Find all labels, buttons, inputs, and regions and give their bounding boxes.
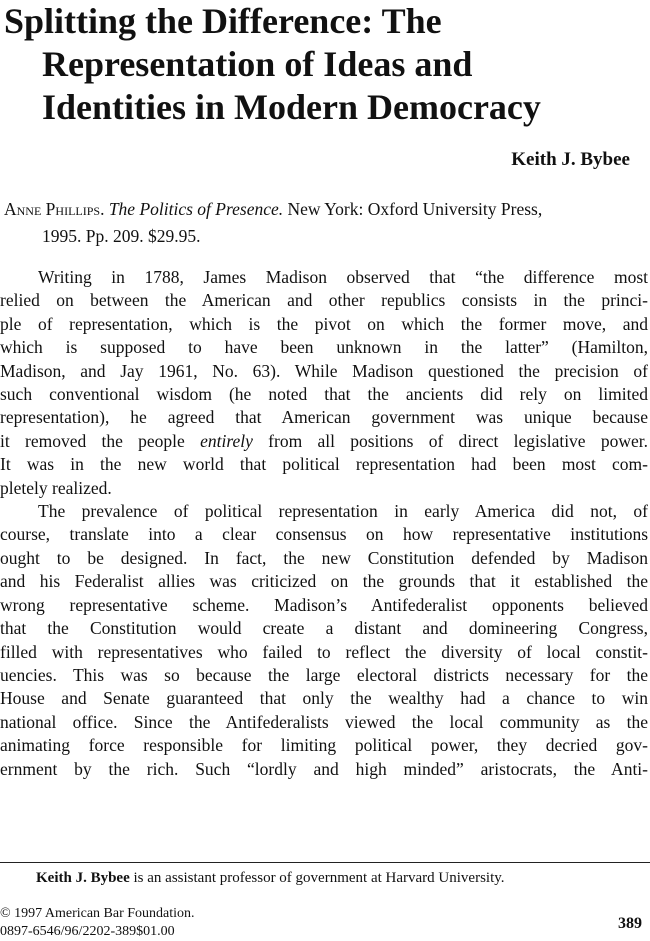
reviewed-author: Anne Phillips. [4, 199, 105, 219]
issn-line: 0897-6546/96/2202-389$01.00 [0, 924, 175, 939]
body-line: which is supposed to have been unknown in the latter” (Hamilton, [0, 337, 648, 358]
body-line: Writing in 1788, James Madison observed that “the difference most [38, 267, 648, 287]
page-number: 389 [618, 915, 642, 932]
body-line: uencies. This was so because the large electoral districts necessary for the [0, 664, 648, 685]
body-line: ought to be designed. In fact, the new Constitution defended by Madison [0, 547, 648, 568]
footnote-divider [0, 862, 650, 863]
title-line-1: Splitting the Difference: The [4, 1, 442, 41]
copyright-block [0, 905, 195, 941]
copyright-line: © 1997 American Bar Foundation. [0, 906, 195, 921]
body-line: It was in the new world that political representation had been most com- [0, 454, 648, 475]
paragraph-2 [0, 500, 648, 781]
body-line: House and Senate guaranteed that only the wealthy had a chance to win [0, 688, 648, 709]
emphasis-text: entirely [200, 430, 253, 451]
article-author: Keith J. Bybee [511, 149, 630, 170]
body-line: national office. Since the Antifederalists viewed the local community as the [0, 711, 648, 732]
reviewed-book-title: The Politics of Presence. [108, 199, 284, 219]
body-segment: it removed the people [0, 430, 201, 451]
body-line: representation), he agreed that American government was unique because [0, 407, 648, 428]
footnote-author-name: Keith J. Bybee [36, 870, 130, 886]
article-title [4, 0, 644, 129]
footnote-text: is an assistant professor of government at Harvard University. [129, 870, 505, 886]
body-line: The prevalence of political representation in early America did not, of [38, 501, 648, 522]
body-line: such conventional wisdom (he noted that the ancients did rely on limited [0, 384, 648, 405]
author-footnote [36, 870, 505, 887]
body-line: animating force responsible for limiting political power, they decried gov- [0, 735, 648, 756]
body-line: relied on between the American and other republics consists in the princi- [0, 290, 648, 311]
body-line-with-emphasis [0, 430, 648, 453]
body-line: pletely realized. [0, 477, 112, 498]
body-line: course, translate into a clear consensus on how representative institutions [0, 524, 648, 545]
article-body [0, 266, 648, 781]
publisher-info: New York: Oxford University Press, [287, 199, 543, 219]
publication-details: 1995. Pp. 209. $29.95. [42, 226, 201, 246]
body-line: ernment by the rich. Such “lordly and high minded” aristocrats, the Anti- [0, 758, 648, 779]
body-line: that the Constitution would create a distant and domineering Congress, [0, 618, 648, 639]
paragraph-1 [0, 266, 648, 500]
body-line: and his Federalist allies was criticized on the grounds that it established the [0, 571, 648, 592]
body-line: filled with representatives who failed to reflect the diversity of local constit- [0, 641, 648, 662]
title-line-3: Identities in Modern Democracy [42, 87, 541, 127]
body-segment: from all positions of direct legislative power. [252, 430, 648, 451]
book-citation [4, 196, 640, 250]
body-line: Madison, and Jay 1961, No. 63). While Madison questioned the precision of [0, 360, 648, 381]
body-line: wrong representative scheme. Madison’s Antifederalist opponents believed [0, 594, 648, 615]
title-line-2: Representation of Ideas and [42, 44, 473, 84]
body-line: ple of representation, which is the pivot on which the former move, and [0, 313, 648, 334]
